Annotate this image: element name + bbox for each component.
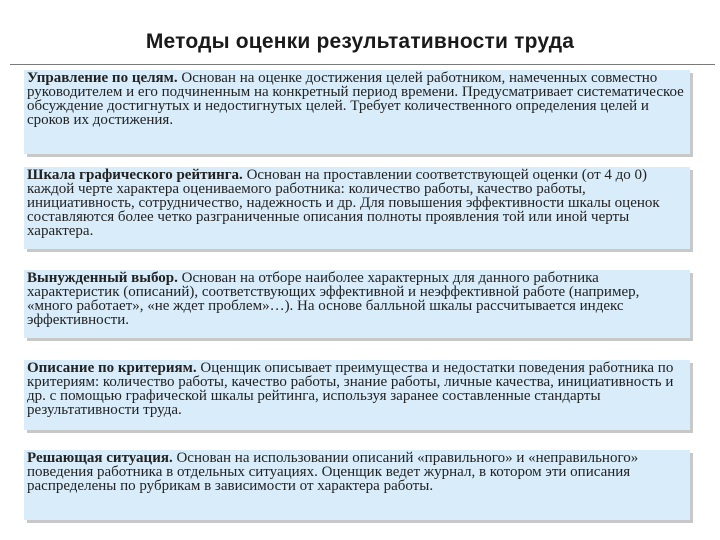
method-description: Основан на использовании описаний «правильного» и «неправильного» поведения работника в отдельных ситуациях. Оценщик ведет журнал, в котором эти описания распределены по рубрикам в зависимости от характера работы. [27,450,639,494]
method-heading: Шкала графического рейтинга. [27,167,243,183]
method-block-critical-incident [24,450,690,520]
method-description: Основан на проставлении соответствующей оценки (от 4 до 0) каждой черте характера оцениваемого работника: количество работы, качество работы, инициативность, сотрудничество, надежность и др. Для повышения эффективности шкалы оценок составляются более четко разграниченные описания полноты проявления той или иной черты характера. [27,167,660,239]
method-block-criteria-description [24,360,690,430]
method-heading: Решающая ситуация. [27,450,173,466]
method-block-management-by-objectives [24,70,690,154]
method-block-forced-choice [24,270,690,338]
method-heading: Описание по критериям. [27,360,197,376]
method-description: Основан на отборе наиболее характерных для данного работника характеристик (описаний), соответствующих эффективной и неэффективной работе (например, «много работает», «не ждет проблем»…). На основе балльной шкалы рассчитывается индекс эффективности. [27,270,640,328]
method-heading: Вынужденный выбор. [27,270,178,286]
method-heading: Управление по целям. [27,70,178,86]
method-description: Оценщик описывает преимущества и недостатки поведения работника по критериям: количество работы, качество работы, знание работы, личные качества, инициативность и др. с помощью графической шкалы рейтинга, используя заранее составленные стандарты результативности труда. [27,360,674,418]
method-description: Основан на оценке достижения целей работником, намеченных совместно руководителем и его подчиненным на конкретный период времени. Предусматривает систематическое обсуждение достигнутых и недостигнутых целей. Требует количественного определения целей и сроков их достижения. [27,70,684,128]
method-block-graphic-rating-scale [24,167,690,249]
page-title: Методы оценки результативности труда [145,30,575,53]
title-divider [10,64,715,65]
